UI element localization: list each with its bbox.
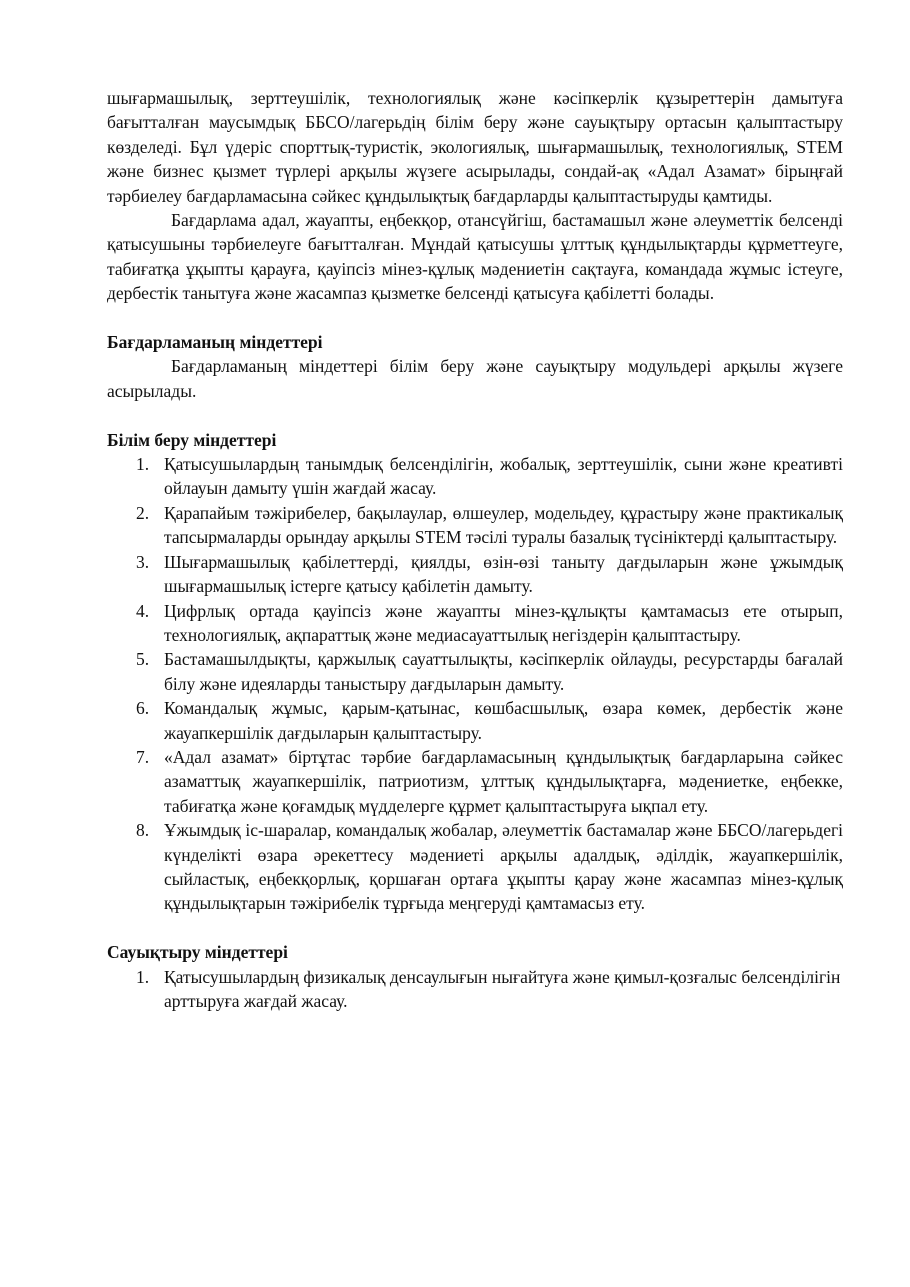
list-number: 5. [136, 649, 150, 670]
list-item [136, 599, 843, 648]
list-item [136, 818, 843, 916]
list-item-text: Қатысушылардың танымдық белсенділігін, жобалық, зерттеушілік, сыни және креативті ойлауын дамыту үшін жағдай жасау. [164, 454, 843, 499]
list-number: 2. [136, 502, 150, 523]
list-item [136, 452, 843, 501]
tasks-heading: Бағдарламаның міндеттері [107, 332, 323, 353]
list-number: 6. [136, 698, 150, 719]
list-item-text: Цифрлық ортада қауіпсіз және жауапты мінез-құлықты қамтамасыз ете отырып, технологиялық, ақпараттық және медиасауаттылық негіздерін қалыптастыру. [164, 600, 843, 645]
list-number: 4. [136, 600, 150, 621]
document-page [107, 86, 843, 1013]
list-item-text: Шығармашылық қабілеттерді, қиялды, өзін-өзі таныту дағдыларын және ұжымдық шығармашылық істерге қатысу қабілетін дамыту. [164, 551, 843, 597]
spacer [107, 403, 843, 427]
list-item [136, 550, 843, 599]
list-number: 7. [136, 746, 150, 767]
list-item [136, 501, 843, 550]
intro-paragraph-2: Бағдарлама адал, жауапты, еңбекқор, отансүйгіш, бастамашыл және әлеуметтік белсенді қатысушыны тәрбиелеуге бағытталған. Мұндай қатысушы ұлттық құндылықтарды құрметтеуге, табиғатқа ұқыпты қарауға, қауіпсіз мінез-құлық мәдениетін сақтауға, командада жұмыс істеуге, дербестік танытуға және жасампаз қызметке белсенді қатысуға қабілетті болады. [107, 210, 843, 304]
list-item-text: Ұжымдық іс-шаралар, командалық жобалар, әлеуметтік бастамалар және ББСО/лагерьдегі күнделікті өзара әрекеттесу мәдениеті арқылы адалдық, әділдік, жауапкершілік, сыйластық, еңбекқорлық, қоршаған ортаға ұқыпты қарау және жасампаз мінез-құлық құндылықтарын тәжірибелік тұрғыда меңгеруді қамтамасыз ету. [164, 820, 843, 914]
list-item [136, 647, 843, 696]
list-item [136, 745, 843, 818]
list-item [136, 965, 843, 1014]
spacer [107, 306, 843, 330]
list-number: 3. [136, 551, 150, 572]
list-number: 1. [136, 454, 150, 475]
intro-paragraph-1: шығармашылық, зерттеушілік, технологиялық және кәсіпкерлік құзыреттерін дамытуға бағытталған маусымдық ББСО/лагерьдің білім беру және сауықтыру ортасын қалыптастыру көзделеді. Бұл үдеріс спорттық-туристік, экологиялық, шығармашылық, технологиялық, STEM және бизнес қызмет түрлері арқылы жүзеге асырылады, сондай-ақ «Адал Азамат» бірыңғай тәрбиелеу бағдарламасына сәйкес құндылықтық бағдарларды қалыптастыруды қамтиды. [107, 88, 843, 206]
list-item [136, 696, 843, 745]
list-number: 8. [136, 820, 150, 841]
spacer [107, 916, 843, 940]
list-number: 1. [136, 966, 150, 987]
list-item-text: Командалық жұмыс, қарым-қатынас, көшбасшылық, өзара көмек, дербестік және жауапкершілік дағдыларын қалыптастыру. [164, 698, 843, 743]
list-item-text: Бастамашылдықты, қаржылық сауаттылықты, кәсіпкерлік ойлауды, ресурстарды бағалай білу және идеяларды таныстыру дағдыларын дамыту. [164, 649, 843, 694]
health-heading: Сауықтыру міндеттері [107, 942, 288, 963]
list-item-text: Қарапайым тәжірибелер, бақылаулар, өлшеулер, модельдеу, құрастыру және практикалық тапсырмаларды орындау арқылы STEM тәсілі туралы базалық түсініктерді қалыптастыру. [164, 502, 843, 548]
education-heading: Білім беру міндеттері [107, 429, 277, 450]
list-item-text: «Адал азамат» біртұтас тәрбие бағдарламасының құндылықтық бағдарларына сәйкес азаматтық жауапкершілік, патриотизм, ұлттық құндылықтарға, мәдениетке, еңбекке, табиғатқа және қоғамдық мүдделерге құрмет қалыптастыруға ықпал ету. [164, 746, 843, 816]
tasks-paragraph: Бағдарламаның міндеттері білім беру және сауықтыру модульдері арқылы жүзеге асырылады. [107, 356, 843, 401]
education-list [107, 452, 843, 916]
list-item-text: Қатысушылардың физикалық денсаулығын нығайтуға және қимыл-қозғалыс белсенділігін арттыруға жағдай жасау. [164, 966, 841, 1011]
health-list [107, 965, 843, 1014]
